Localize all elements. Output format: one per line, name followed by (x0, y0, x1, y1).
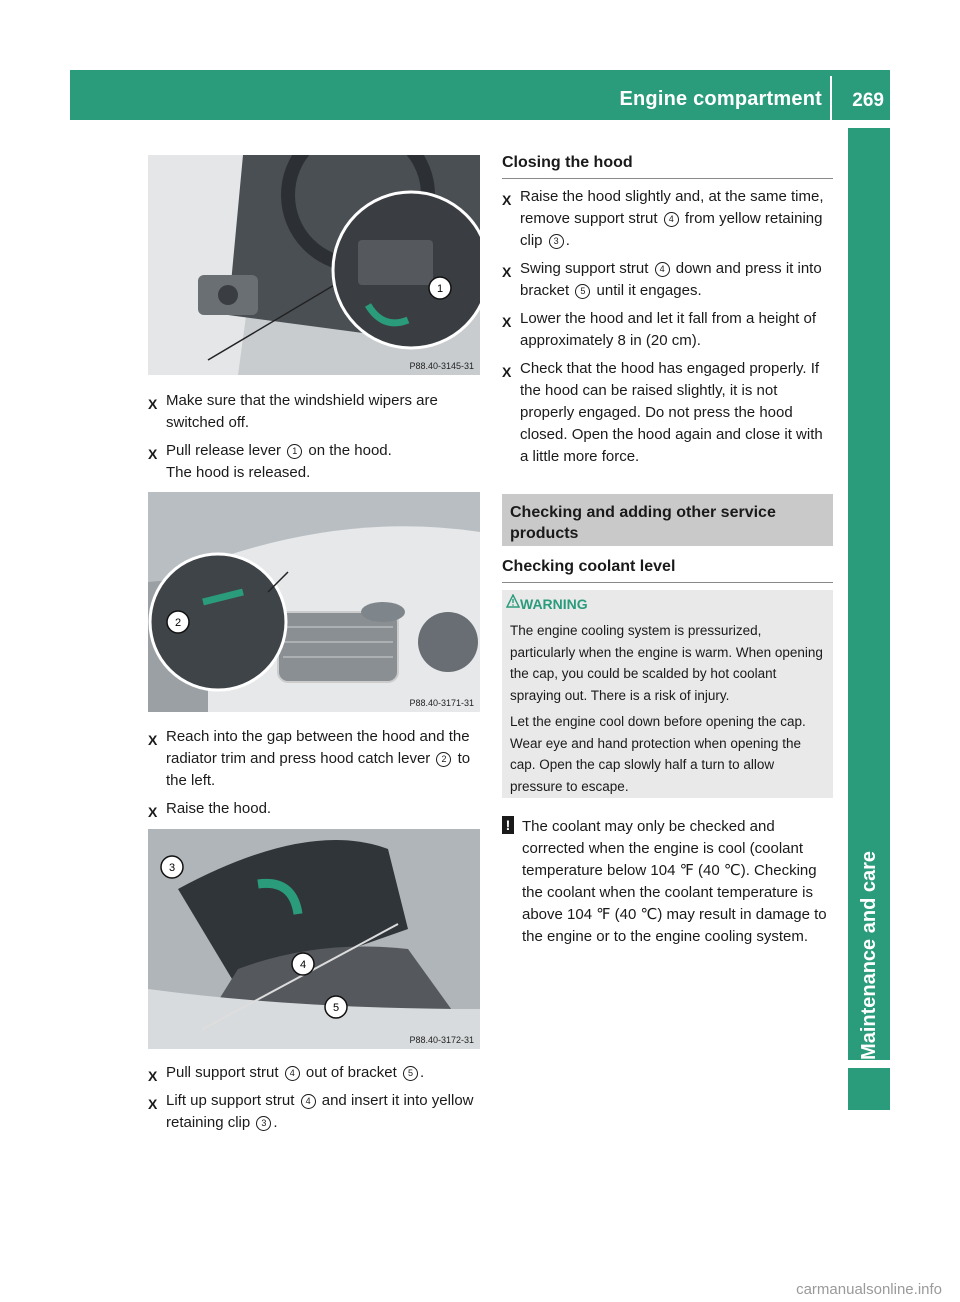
step-text: down and press it into bracket (520, 260, 822, 299)
closing-hood-heading: Closing the hood (502, 154, 833, 179)
callout-4-icon: 4 (285, 1066, 300, 1081)
marker-1: 1 (436, 283, 444, 295)
marker-3: 3 (168, 862, 176, 874)
exclamation-icon: ! (502, 816, 514, 834)
list-item (502, 358, 835, 468)
callout-1-icon: 1 (287, 444, 302, 459)
list-item (502, 186, 835, 252)
note-block (502, 816, 835, 948)
warning-text (510, 620, 828, 802)
marker-5: 5 (332, 1002, 340, 1014)
warning-title: WARNING (520, 596, 588, 612)
left-steps-3 (148, 1062, 483, 1140)
figure-release-lever (148, 155, 480, 375)
step-text: Swing support strut (520, 260, 649, 277)
left-steps-1 (148, 390, 483, 490)
section-header (502, 494, 833, 546)
marker-2: 2 (174, 617, 182, 629)
page-number: 269 (852, 90, 884, 111)
step-text: Raise the hood slightly and, at the same time, remove support strut (520, 188, 824, 227)
closing-steps (502, 186, 835, 474)
section-title: Checking and adding other service products (510, 504, 776, 542)
list-item (502, 308, 835, 352)
side-tab-marker (848, 1068, 890, 1110)
side-tab-label: Maintenance and care (857, 851, 880, 1060)
page-title: Engine compartment (619, 88, 822, 110)
step-text: from yellow retaining clip (520, 210, 823, 249)
release-lever-illustration (148, 155, 480, 375)
list-item (148, 390, 483, 434)
list-item (148, 1090, 483, 1134)
callout-2-icon: 2 (436, 752, 451, 767)
callout-5-icon: 5 (575, 284, 590, 299)
list-item (148, 726, 483, 792)
bullet-x-icon: X (502, 264, 512, 280)
figure-code: P88.40-3145-31 (409, 361, 474, 371)
step-text: Check that the hood has engaged properly. If the hood can be raised slightly, it is not properly engaged. Do not press the hood closed. Open the hood again and close it with a little more force. (520, 360, 823, 465)
step-text: Pull release lever (166, 442, 282, 459)
bullet-x-icon: X (502, 364, 512, 380)
list-item (148, 798, 483, 820)
warning-paragraph: The engine cooling system is pressurized, particularly when the engine is warm. When opening the cap, you could be scalded by hot coolant spraying out. There is a risk of injury. (510, 623, 823, 703)
step-text: Reach into the gap between the hood and the radiator trim and press hood catch lever (166, 728, 470, 767)
list-item (148, 1062, 483, 1084)
raised-hood-illustration (148, 829, 480, 1049)
coolant-heading: Checking coolant level (502, 558, 833, 583)
warning-box (502, 590, 833, 798)
bullet-x-icon: X (148, 732, 158, 748)
hood-catch-illustration (148, 492, 480, 712)
warning-paragraph: Let the engine cool down before opening the cap. Wear eye and hand protection when opening the cap. Open the cap slowly half a turn to allow pressure to escape. (510, 714, 806, 794)
step-result: The hood is released. (166, 464, 311, 481)
callout-4-icon: 4 (301, 1094, 316, 1109)
step-text: until it engages. (596, 282, 702, 299)
step-text: Lift up support strut (166, 1092, 295, 1109)
step-text: . (273, 1114, 278, 1131)
watermark: carmanualsonline.info (796, 1281, 942, 1298)
bullet-x-icon: X (148, 1096, 158, 1112)
callout-5-icon: 5 (403, 1066, 418, 1081)
bullet-x-icon: X (148, 1068, 158, 1084)
step-text: . (565, 232, 570, 249)
step-text: on the hood. (308, 442, 392, 459)
bullet-x-icon: X (148, 396, 158, 412)
list-item (148, 440, 483, 484)
step-text: and insert it into yellow retaining clip (166, 1092, 474, 1131)
step-text: . (419, 1064, 425, 1081)
note-text: The coolant may only be checked and corrected when the engine is cool (coolant temperature below 104 ℉ (40 ℃). Checking the coolant when the coolant temperature is above 104 ℉ (40 ℃) may result in damage to the engine or to the engine cooling system. (522, 818, 827, 945)
callout-3-icon: 3 (256, 1116, 271, 1131)
bullet-x-icon: X (148, 804, 158, 820)
step-text: to the left. (166, 750, 471, 789)
list-item (502, 258, 835, 302)
callout-4-icon: 4 (664, 212, 679, 227)
header-bar (70, 70, 890, 120)
callout-3-icon: 3 (549, 234, 564, 249)
figure-code: P88.40-3172-31 (409, 1035, 474, 1045)
bullet-x-icon: X (148, 446, 158, 462)
left-steps-2 (148, 726, 483, 826)
figure-hood-catch (148, 492, 480, 712)
bullet-x-icon: X (502, 314, 512, 330)
step-text: out of bracket (305, 1064, 397, 1081)
step-text: Raise the hood. (166, 800, 272, 817)
warning-triangle-icon (506, 594, 520, 608)
marker-4: 4 (299, 959, 307, 971)
figure-raised-hood (148, 829, 480, 1049)
step-text: Make sure that the windshield wipers are switched off. (166, 392, 438, 431)
callout-4-icon: 4 (655, 262, 670, 277)
step-text: Lower the hood and let it fall from a height of approximately 8 in (20 cm). (520, 310, 817, 349)
bullet-x-icon: X (502, 192, 512, 208)
figure-code: P88.40-3171-31 (409, 698, 474, 708)
step-text: Pull support strut (166, 1064, 279, 1081)
header-separator (830, 76, 832, 120)
